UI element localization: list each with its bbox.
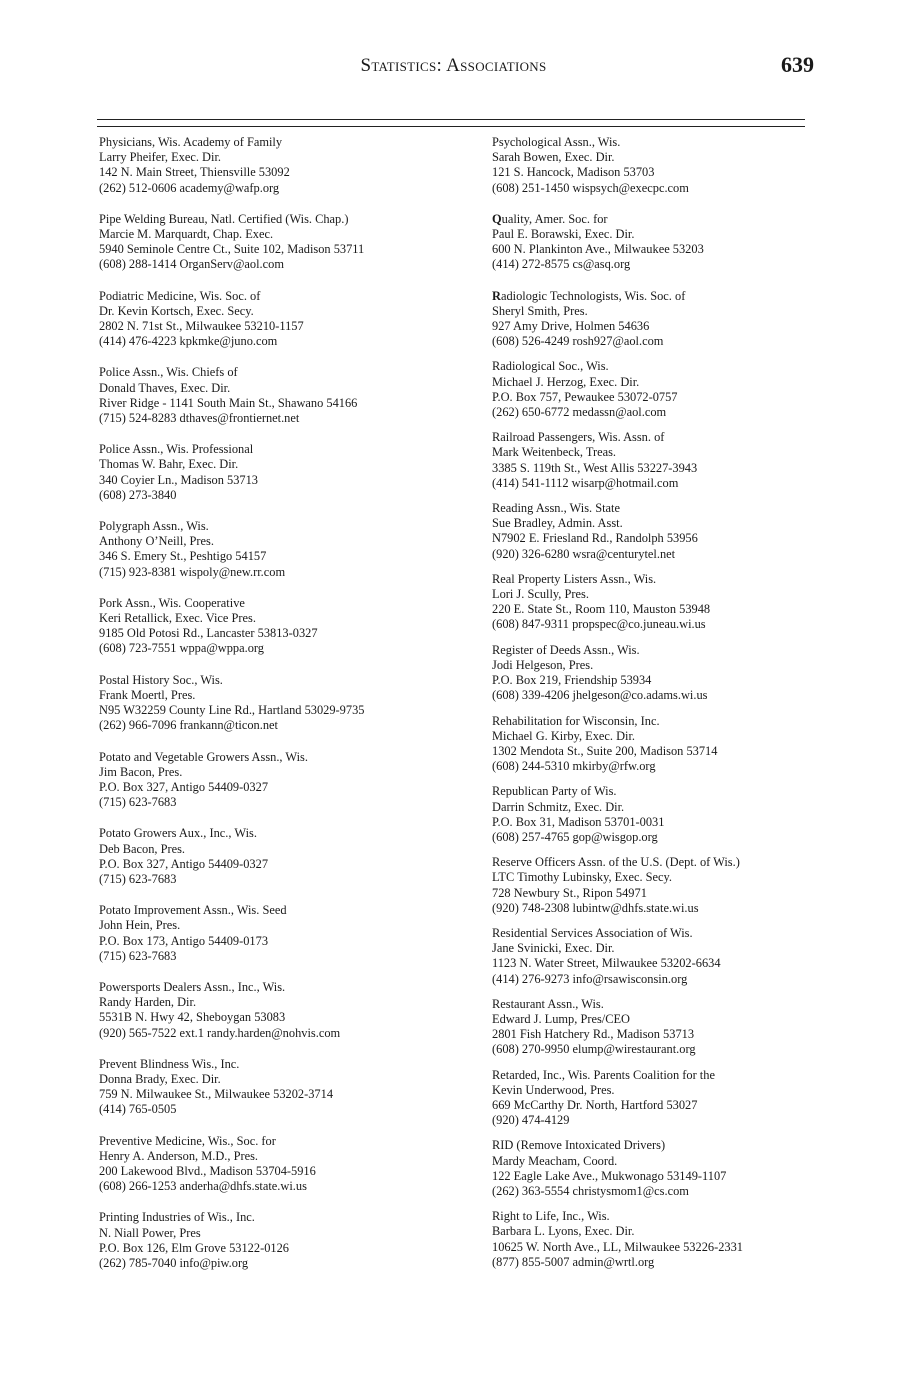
entry-address: 3385 S. 119th St., West Allis 53227-3943 xyxy=(492,460,698,475)
entry-contact: Deb Bacon, Pres. xyxy=(99,841,186,856)
entry-contact: Anthony O’Neill, Pres. xyxy=(99,534,214,549)
directory-entry xyxy=(99,442,469,503)
entry-contact: Thomas W. Bahr, Exec. Dir. xyxy=(99,457,239,472)
entry-address: 200 Lakewood Blvd., Madison 53704-5916 xyxy=(99,1163,316,1178)
entry-organization: Preventive Medicine, Wis., Soc. for xyxy=(99,1133,276,1148)
directory-entry xyxy=(99,289,469,350)
entry-contact: Jane Svinicki, Exec. Dir. xyxy=(492,941,615,956)
directory-entry xyxy=(99,596,469,657)
entry-phone-email: (262) 363-5554 christysmom1@cs.com xyxy=(492,1183,689,1198)
entry-organization: Residential Services Association of Wis. xyxy=(492,925,693,940)
entry-organization: RID (Remove Intoxicated Drivers) xyxy=(492,1138,666,1153)
entry-address: P.O. Box 31, Madison 53701-0031 xyxy=(492,814,665,829)
directory-entry xyxy=(492,926,812,987)
entry-organization: Reserve Officers Assn. of the U.S. (Dept. of Wis.) xyxy=(492,855,740,870)
entry-address: N95 W32259 County Line Rd., Hartland 53029-9735 xyxy=(99,703,365,718)
entry-address: 759 N. Milwaukee St., Milwaukee 53202-3714 xyxy=(99,1087,334,1102)
entry-address: P.O. Box 327, Antigo 54409-0327 xyxy=(99,856,269,871)
entry-organization: Prevent Blindness Wis., Inc. xyxy=(99,1056,240,1071)
directory-entry xyxy=(99,826,469,887)
entry-phone-email: (608) 273-3840 xyxy=(99,487,177,502)
entry-contact: Jim Bacon, Pres. xyxy=(99,764,183,779)
directory-entry xyxy=(99,1210,469,1271)
directory-entry xyxy=(492,430,812,491)
entry-organization: Railroad Passengers, Wis. Assn. of xyxy=(492,430,665,445)
entry-organization: Rehabilitation for Wisconsin, Inc. xyxy=(492,713,660,728)
directory-entry xyxy=(492,643,812,704)
entry-address: 346 S. Emery St., Peshtigo 54157 xyxy=(99,549,267,564)
directory-entry xyxy=(99,903,469,964)
right-column xyxy=(492,135,812,1280)
entry-phone-email: (414) 541-1112 wisarp@hotmail.com xyxy=(492,475,679,490)
entry-address: P.O. Box 173, Antigo 54409-0173 xyxy=(99,933,269,948)
entry-organization: Retarded, Inc., Wis. Parents Coalition for the xyxy=(492,1067,715,1082)
page-title: Statistics: Associations xyxy=(360,55,547,76)
entry-address: 5531B N. Hwy 42, Sheboygan 53083 xyxy=(99,1010,286,1025)
entry-contact: Mark Weitenbeck, Treas. xyxy=(492,445,617,460)
directory-entry xyxy=(99,365,469,426)
entry-organization: Reading Assn., Wis. State xyxy=(492,501,620,516)
entry-phone-email: (608) 526-4249 rosh927@aol.com xyxy=(492,334,664,349)
entry-contact: Sue Bradley, Admin. Asst. xyxy=(492,516,623,531)
entry-phone-email: (920) 748-2308 lubintw@dhfs.state.wi.us xyxy=(492,900,699,915)
directory-entry xyxy=(492,572,812,633)
entry-contact: Frank Moertl, Pres. xyxy=(99,687,196,702)
entry-address: P.O. Box 327, Antigo 54409-0327 xyxy=(99,779,269,794)
directory-entry xyxy=(492,1138,812,1199)
directory-entry xyxy=(492,1068,812,1129)
entry-address: 9185 Old Potosi Rd., Lancaster 53813-0327 xyxy=(99,626,318,641)
directory-entry xyxy=(492,855,812,916)
directory-entry xyxy=(492,359,812,420)
entry-contact: Sheryl Smith, Pres. xyxy=(492,303,588,318)
entry-phone-email: (608) 339-4206 jhelgeson@co.adams.wi.us xyxy=(492,688,708,703)
entry-contact: Randy Harden, Dir. xyxy=(99,995,197,1010)
entry-contact: Donald Thaves, Exec. Dir. xyxy=(99,380,231,395)
entry-organization: Right to Life, Inc., Wis. xyxy=(492,1209,610,1224)
entry-address: 600 N. Plankinton Ave., Milwaukee 53203 xyxy=(492,242,704,257)
entry-phone-email: (608) 847-9311 propspec@co.juneau.wi.us xyxy=(492,617,706,632)
entry-contact: Darrin Schmitz, Exec. Dir. xyxy=(492,799,625,814)
entry-address: 142 N. Main Street, Thiensville 53092 xyxy=(99,165,290,180)
entry-phone-email: (715) 623-7683 xyxy=(99,871,177,886)
entry-phone-email: (715) 623-7683 xyxy=(99,795,177,810)
entry-organization: Printing Industries of Wis., Inc. xyxy=(99,1210,255,1225)
entry-organization: Police Assn., Wis. Chiefs of xyxy=(99,365,238,380)
entry-phone-email: (715) 524-8283 dthaves@frontiernet.net xyxy=(99,411,300,426)
entry-phone-email: (262) 785-7040 info@piw.org xyxy=(99,1255,249,1270)
directory-entry xyxy=(492,1209,812,1270)
entry-organization: Potato Improvement Assn., Wis. Seed xyxy=(99,903,287,918)
entry-organization: Pipe Welding Bureau, Natl. Certified (Wis. Chap.) xyxy=(99,211,349,226)
entry-organization: Real Property Listers Assn., Wis. xyxy=(492,571,657,586)
entry-organization: Radiological Soc., Wis. xyxy=(492,359,609,374)
entry-organization: Republican Party of Wis. xyxy=(492,784,617,799)
entry-address: 121 S. Hancock, Madison 53703 xyxy=(492,165,655,180)
entry-contact: Donna Brady, Exec. Dir. xyxy=(99,1071,221,1086)
directory-entry xyxy=(99,980,469,1041)
entry-phone-email: (715) 923-8381 wispoly@new.rr.com xyxy=(99,564,286,579)
entry-phone-email: (608) 288-1414 OrganServ@aol.com xyxy=(99,257,284,272)
entry-contact: N. Niall Power, Pres xyxy=(99,1225,201,1240)
entry-contact: Mardy Meacham, Coord. xyxy=(492,1153,618,1168)
entry-organization: Postal History Soc., Wis. xyxy=(99,672,223,687)
entry-contact: Jodi Helgeson, Pres. xyxy=(492,657,594,672)
entry-contact: Sarah Bowen, Exec. Dir. xyxy=(492,150,615,165)
entry-organization: Pork Assn., Wis. Cooperative xyxy=(99,595,245,610)
directory-entry xyxy=(99,1057,469,1118)
entry-address: 1123 N. Water Street, Milwaukee 53202-6634 xyxy=(492,956,721,971)
entry-organization: Register of Deeds Assn., Wis. xyxy=(492,642,640,657)
entry-address: 5940 Seminole Centre Ct., Suite 102, Madison 53711 xyxy=(99,242,365,257)
entry-organization: Quality, Amer. Soc. for xyxy=(492,211,608,226)
entry-phone-email: (608) 251-1450 wispsych@execpc.com xyxy=(492,180,689,195)
entry-contact: John Hein, Pres. xyxy=(99,918,181,933)
entry-address: P.O. Box 219, Friendship 53934 xyxy=(492,673,652,688)
entry-organization: Podiatric Medicine, Wis. Soc. of xyxy=(99,288,261,303)
entry-address: 927 Amy Drive, Holmen 54636 xyxy=(492,319,650,334)
entry-address: 1302 Mendota St., Suite 200, Madison 53714 xyxy=(492,743,718,758)
entry-phone-email: (608) 723-7551 wppa@wppa.org xyxy=(99,641,265,656)
entry-contact: Keri Retallick, Exec. Vice Pres. xyxy=(99,611,256,626)
entry-contact: Dr. Kevin Kortsch, Exec. Secy. xyxy=(99,303,254,318)
entry-phone-email: (414) 276-9273 info@rsawisconsin.org xyxy=(492,971,688,986)
entry-organization: Powersports Dealers Assn., Inc., Wis. xyxy=(99,979,286,994)
directory-entry xyxy=(492,501,812,562)
entry-phone-email: (877) 855-5007 admin@wrtl.org xyxy=(492,1254,655,1269)
entry-organization: Police Assn., Wis. Professional xyxy=(99,442,254,457)
entry-address: River Ridge - 1141 South Main St., Shawano 54166 xyxy=(99,395,358,410)
entry-address: 728 Newbury St., Ripon 54971 xyxy=(492,885,647,900)
entry-phone-email: (920) 474-4129 xyxy=(492,1113,570,1128)
entry-phone-email: (608) 266-1253 anderha@dhfs.state.wi.us xyxy=(99,1179,307,1194)
entry-phone-email: (262) 966-7096 frankann@ticon.net xyxy=(99,718,278,733)
entry-phone-email: (262) 650-6772 medassn@aol.com xyxy=(492,405,667,420)
entry-address: 340 Coyier Ln., Madison 53713 xyxy=(99,472,259,487)
entry-phone-email: (262) 512-0606 academy@wafp.org xyxy=(99,180,280,195)
entry-phone-email: (414) 272-8575 cs@asq.org xyxy=(492,257,631,272)
entry-phone-email: (414) 765-0505 xyxy=(99,1102,177,1117)
entry-contact: Kevin Underwood, Pres. xyxy=(492,1082,615,1097)
entry-organization: Psychological Assn., Wis. xyxy=(492,135,621,149)
header-rule-top xyxy=(97,119,805,120)
entry-address: 122 Eagle Lake Ave., Mukwonago 53149-1107 xyxy=(492,1168,727,1183)
directory-entry xyxy=(99,519,469,580)
directory-entry xyxy=(99,212,469,273)
entry-contact: Marcie M. Marquardt, Chap. Exec. xyxy=(99,227,274,242)
directory-entry xyxy=(492,714,812,775)
entry-organization: Polygraph Assn., Wis. xyxy=(99,519,209,534)
entry-contact: Larry Pheifer, Exec. Dir. xyxy=(99,150,221,165)
entry-address: 2801 Fish Hatchery Rd., Madison 53713 xyxy=(492,1027,695,1042)
entry-address: N7902 E. Friesland Rd., Randolph 53956 xyxy=(492,531,698,546)
entry-address: P.O. Box 126, Elm Grove 53122-0126 xyxy=(99,1240,289,1255)
entry-phone-email: (608) 257-4765 gop@wisgop.org xyxy=(492,829,658,844)
entry-contact: LTC Timothy Lubinsky, Exec. Secy. xyxy=(492,870,673,885)
header-rule-bottom xyxy=(97,126,805,127)
entry-phone-email: (608) 270-9950 elump@wirestaurant.org xyxy=(492,1042,696,1057)
directory-entry xyxy=(99,673,469,734)
entry-contact: Michael G. Kirby, Exec. Dir. xyxy=(492,728,636,743)
directory-entry xyxy=(492,997,812,1058)
directory-entry xyxy=(99,750,469,811)
entry-organization: Radiologic Technologists, Wis. Soc. of xyxy=(492,288,686,303)
entry-contact: Paul E. Borawski, Exec. Dir. xyxy=(492,227,635,242)
entry-address: 10625 W. North Ave., LL, Milwaukee 53226-2331 xyxy=(492,1239,743,1254)
entry-organization: Physicians, Wis. Academy of Family xyxy=(99,135,283,149)
entry-phone-email: (920) 565-7522 ext.1 randy.harden@nohvis.com xyxy=(99,1025,341,1040)
entry-organization: Restaurant Assn., Wis. xyxy=(492,996,604,1011)
directory-entry xyxy=(492,135,812,196)
entry-contact: Michael J. Herzog, Exec. Dir. xyxy=(492,374,640,389)
entry-contact: Henry A. Anderson, M.D., Pres. xyxy=(99,1148,259,1163)
page-number: 639 xyxy=(781,52,814,77)
entry-phone-email: (608) 244-5310 mkirby@rfw.org xyxy=(492,759,656,774)
entry-contact: Edward J. Lump, Pres/CEO xyxy=(492,1011,631,1026)
directory-entry xyxy=(492,289,812,350)
entry-address: P.O. Box 757, Pewaukee 53072-0757 xyxy=(492,389,678,404)
directory-entry xyxy=(99,1134,469,1195)
left-column xyxy=(99,135,469,1287)
directory-entry xyxy=(492,784,812,845)
directory-entry xyxy=(99,135,469,196)
entry-phone-email: (920) 326-6280 wsra@centurytel.net xyxy=(492,546,676,561)
entry-organization: Potato and Vegetable Growers Assn., Wis. xyxy=(99,749,308,764)
entry-address: 2802 N. 71st St., Milwaukee 53210-1157 xyxy=(99,319,304,334)
entry-phone-email: (715) 623-7683 xyxy=(99,948,177,963)
entry-address: 669 McCarthy Dr. North, Hartford 53027 xyxy=(492,1097,698,1112)
directory-entry xyxy=(492,212,812,273)
entry-contact: Lori J. Scully, Pres. xyxy=(492,587,589,602)
entry-address: 220 E. State St., Room 110, Mauston 53948 xyxy=(492,602,711,617)
entry-organization: Potato Growers Aux., Inc., Wis. xyxy=(99,826,257,841)
entry-contact: Barbara L. Lyons, Exec. Dir. xyxy=(492,1224,635,1239)
page-header xyxy=(0,52,907,82)
entry-phone-email: (414) 476-4223 kpkmke@juno.com xyxy=(99,334,278,349)
